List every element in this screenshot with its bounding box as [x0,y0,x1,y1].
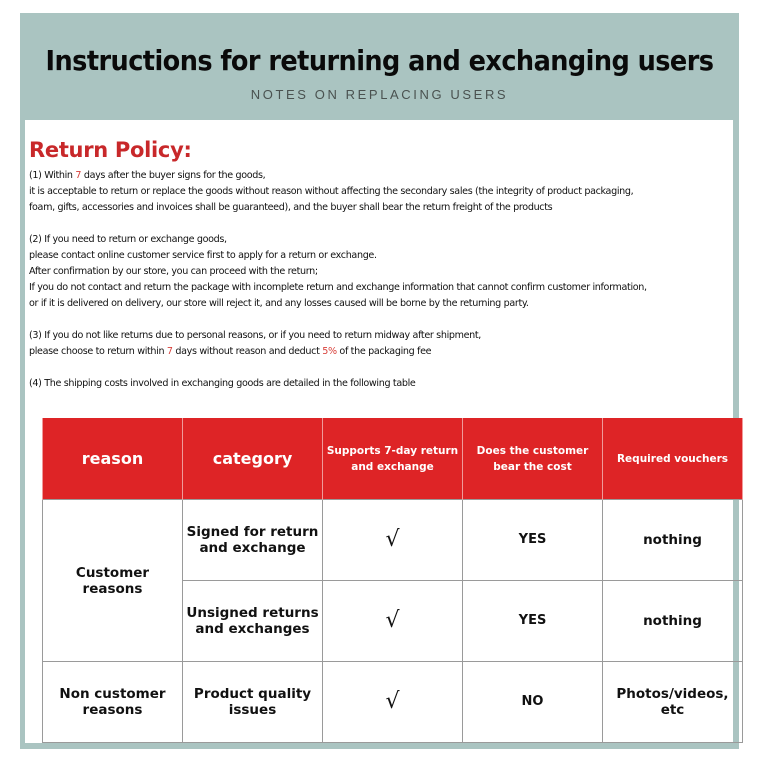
cell-vouchers: nothing [603,500,743,581]
col-header-customer-bears-cost: Does the customer bear the cost [463,418,603,500]
page-subtitle: NOTES ON REPLACING USERS [250,87,509,102]
col-header-supports-7-day: Supports 7-day return and exchange [323,418,463,500]
cell-category: Unsigned returns and exchanges [183,581,323,662]
policy-paragraphs [29,168,739,392]
cell-vouchers: Photos/videos, etc [603,662,743,743]
check-icon: √ [323,500,463,581]
text: (1) Within [29,170,76,181]
highlight-days: 7 [166,346,173,357]
policy-line: please contact online customer service first to apply for a return or exchange. [29,250,377,261]
check-icon: √ [323,581,463,662]
text: of the packaging fee [336,346,432,357]
cell-reason: Customer reasons [43,500,183,662]
policy-line: (4) The shipping costs involved in exchanging goods are detailed in the following table [29,378,416,389]
policy-line: (3) If you do not like returns due to personal reasons, or if you need to return midway after shipment, [29,330,482,341]
policy-line: (2) If you need to return or exchange goods, [29,234,227,245]
policy-line [29,168,739,184]
cell-category: Product quality issues [183,662,323,743]
spacer [29,360,739,376]
policy-line [29,344,739,360]
table-row [43,662,743,743]
content-panel [25,120,733,743]
spacer [29,312,739,328]
policy-line: After confirmation by our store, you can proceed with the return; [29,266,318,277]
table-header-row [43,418,743,500]
check-icon: √ [323,662,463,743]
cell-bears-cost: YES [463,500,603,581]
cell-bears-cost: NO [463,662,603,743]
col-header-required-vouchers: Required vouchers [603,418,743,500]
policy-line: or if it is delivered on delivery, our store will reject it, and any losses caused will be borne by the returning party. [29,298,529,309]
policy-line: If you do not contact and return the package with incomplete return and exchange information that cannot confirm customer information, [29,282,647,293]
text: days without reason and deduct [172,346,323,357]
page-title: Instructions for returning and exchanging users [45,45,714,77]
text: please choose to return within [29,346,167,357]
col-header-reason: reason [43,418,183,500]
policy-line: foam, gifts, accessories and invoices shall be guaranteed), and the buyer shall bear the return freight of the products [29,202,553,213]
cell-bears-cost: YES [463,581,603,662]
policy-line: it is acceptable to return or replace the goods without reason without affecting the secondary sales (the integrity of product packaging, [29,186,634,197]
highlight-percent: 5% [322,346,337,357]
cell-vouchers: nothing [603,581,743,662]
col-header-category: category [183,418,323,500]
spacer [29,216,739,232]
table-row [43,500,743,581]
cell-category: Signed for return and exchange [183,500,323,581]
return-cost-table [42,418,743,743]
page-frame [20,13,739,749]
text: days after the buyer signs for the goods, [81,170,266,181]
cell-reason: Non customer reasons [43,662,183,743]
return-policy-heading: Return Policy: [29,138,192,162]
highlight-days: 7 [75,170,82,181]
